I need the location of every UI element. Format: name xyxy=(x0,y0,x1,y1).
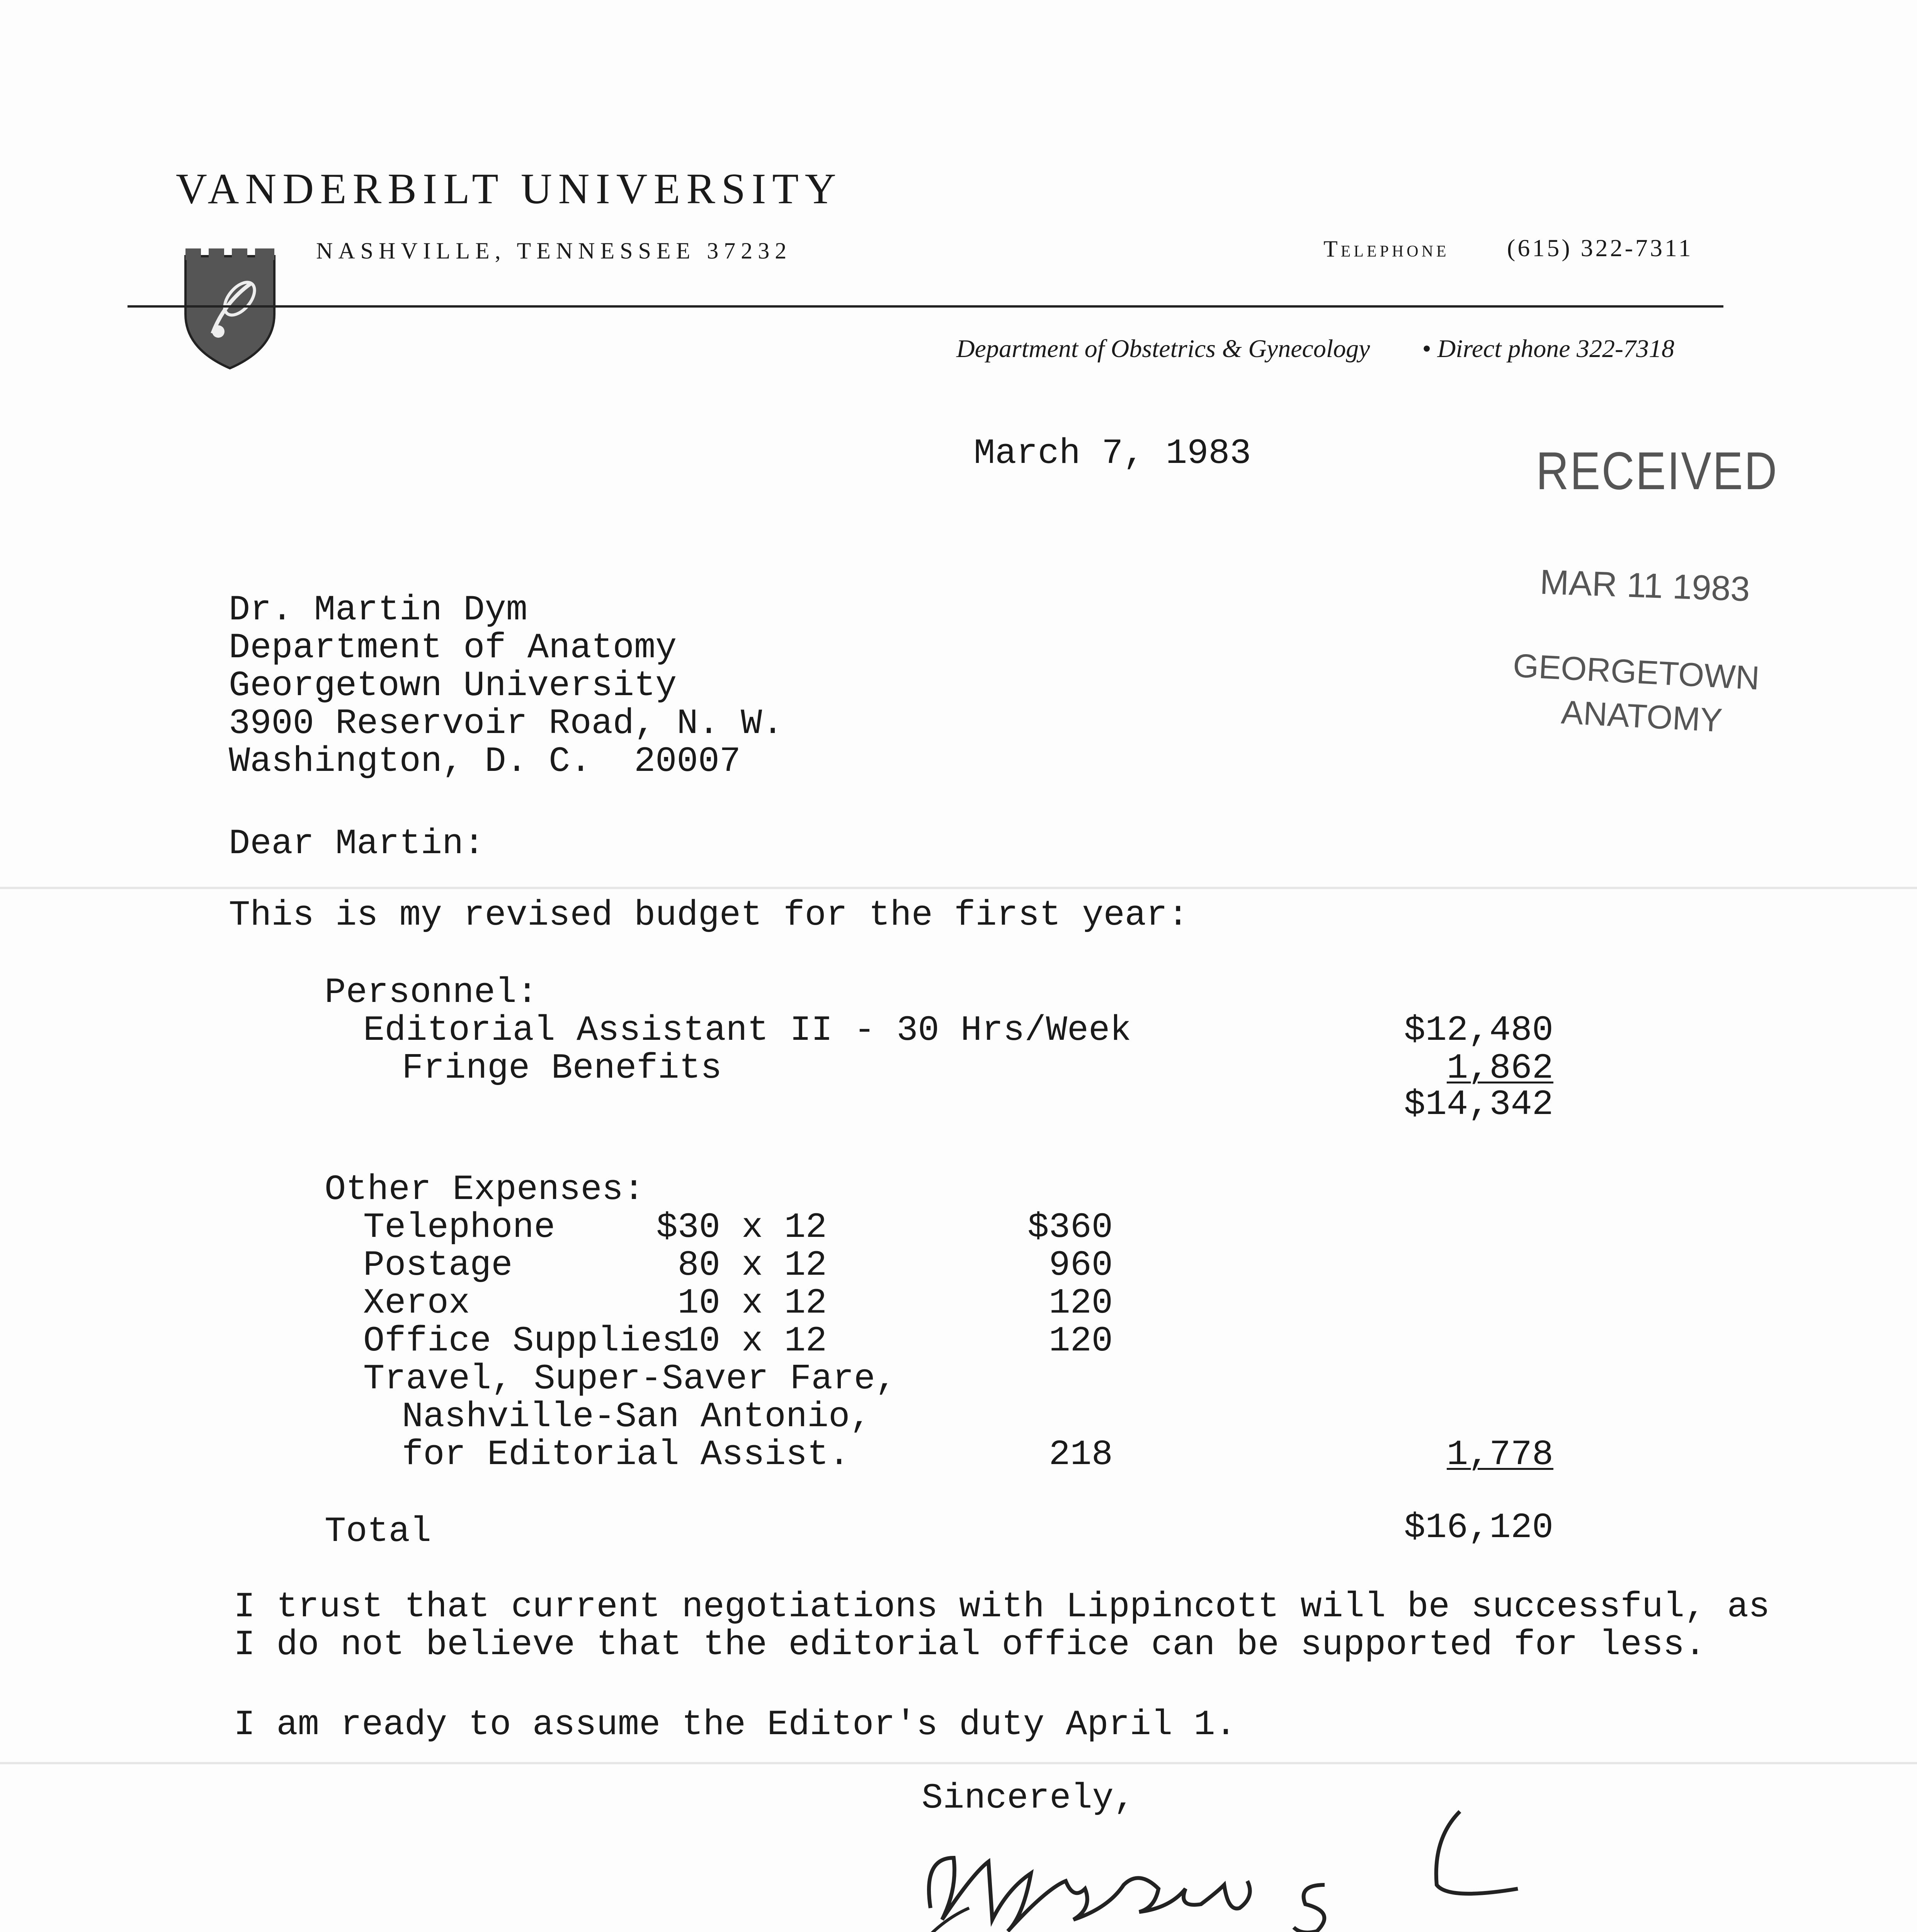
budget-intro: This is my revised budget for the first year: xyxy=(229,895,1189,935)
expense-rate: 10 x 12 xyxy=(677,1321,827,1361)
institution-name: VANDERBILT UNIVERSITY xyxy=(176,165,842,213)
paper-fold xyxy=(0,887,1917,889)
personnel-heading: Personnel: xyxy=(325,972,538,1013)
salutation: Dear Martin: xyxy=(229,823,485,864)
recipient-line: Georgetown University xyxy=(229,665,677,706)
university-shield-logo xyxy=(179,242,275,365)
institution-address: NASHVILLE, TENNESSEE 37232 xyxy=(316,238,792,264)
travel-line: Nashville-San Antonio, xyxy=(402,1396,871,1437)
expense-label: Xerox xyxy=(363,1283,470,1323)
letterhead-rule xyxy=(128,305,1723,308)
recipient-line: Dr. Martin Dym xyxy=(229,590,527,630)
personnel-item-label: Fringe Benefits xyxy=(402,1048,722,1088)
other-expenses-subtotal: 1,778 xyxy=(1446,1434,1553,1475)
expense-rate: 10 x 12 xyxy=(677,1283,827,1323)
body-line: I am ready to assume the Editor's duty April 1. xyxy=(234,1704,1237,1745)
department-name: Department of Obstetrics & Gynecology xyxy=(956,335,1370,363)
other-expenses-heading: Other Expenses: xyxy=(325,1169,645,1210)
expense-amount: 120 xyxy=(1049,1321,1113,1361)
letter-date: March 7, 1983 xyxy=(974,433,1251,474)
stamp-georgetown: GEORGETOWN xyxy=(1512,647,1761,697)
expense-label: Postage xyxy=(363,1245,513,1286)
personnel-item-label: Editorial Assistant II - 30 Hrs/Week xyxy=(363,1010,1131,1051)
expense-amount: $360 xyxy=(1027,1207,1113,1248)
expense-amount: 120 xyxy=(1049,1283,1113,1323)
grand-total: $16,120 xyxy=(1404,1507,1553,1548)
expense-rate: $30 x 12 xyxy=(656,1207,827,1248)
total-label: Total xyxy=(325,1511,432,1552)
expense-rate: 80 x 12 xyxy=(677,1245,827,1286)
handwritten-signature xyxy=(904,1785,1561,1932)
received-date-stamp: MAR 11 1983 xyxy=(1539,563,1751,609)
expense-label: Office Supplies xyxy=(363,1321,684,1361)
telephone-label: Telephone xyxy=(1323,236,1449,262)
telephone-number: (615) 322-7311 xyxy=(1507,234,1693,262)
paper-fold xyxy=(0,1762,1917,1764)
stamp-anatomy: ANATOMY xyxy=(1560,694,1723,739)
travel-amount: 218 xyxy=(1049,1434,1113,1475)
expense-amount: 960 xyxy=(1049,1245,1113,1286)
recipient-line: Washington, D. C. 20007 xyxy=(229,741,741,782)
received-stamp: RECEIVED xyxy=(1536,441,1778,501)
travel-line: for Editorial Assist. xyxy=(402,1434,850,1475)
personnel-item-amount: 1,862 xyxy=(1446,1048,1553,1088)
personnel-subtotal: $14,342 xyxy=(1404,1084,1553,1125)
personnel-item-amount: $12,480 xyxy=(1404,1010,1553,1051)
travel-line: Travel, Super-Saver Fare, xyxy=(363,1359,897,1399)
direct-phone: • Direct phone 322-7318 xyxy=(1422,335,1675,363)
body-line: I trust that current negotiations with Lippincott will be successful, as xyxy=(234,1587,1770,1627)
recipient-line: Department of Anatomy xyxy=(229,628,677,668)
closing: Sincerely, xyxy=(922,1778,1135,1818)
expense-label: Telephone xyxy=(363,1207,555,1248)
body-line: I do not believe that the editorial office can be supported for less. xyxy=(234,1624,1706,1665)
recipient-line: 3900 Reservoir Road, N. W. xyxy=(229,703,784,744)
